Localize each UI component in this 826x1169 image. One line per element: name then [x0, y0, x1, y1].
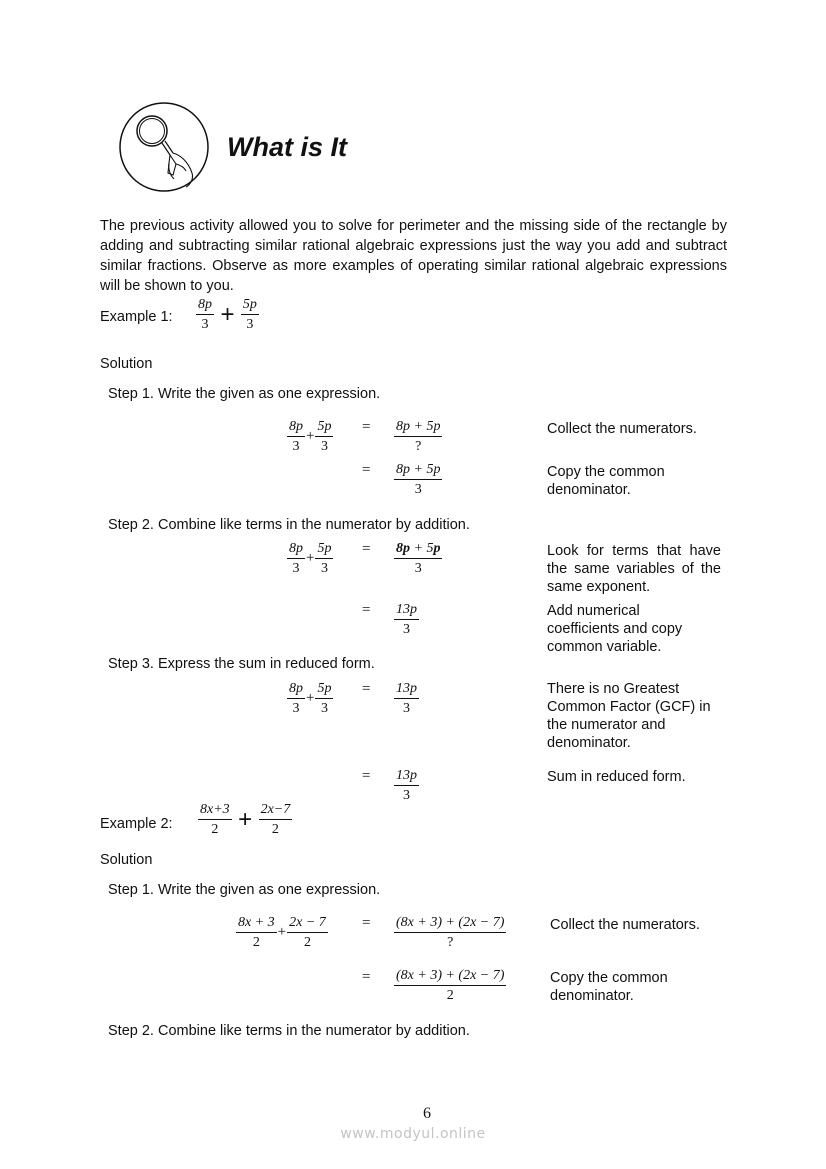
fraction: $\frac{8p}{3}$ [289, 681, 303, 716]
fraction: $\frac{(8x + 3) + (2x - 7)}{?}$ [396, 915, 505, 950]
step-note: Collect the numerators. [550, 917, 700, 933]
magnifying-glass-icon [118, 101, 210, 193]
fraction: $\frac{2x-7}{2}$ [260, 802, 291, 837]
fraction: $\frac{(8x + 3) + (2x - 7)}{2}$ [396, 968, 505, 1003]
example-2-expression [198, 801, 292, 838]
step-1-result [394, 461, 442, 498]
fraction: $\frac{5p}{3}$ [317, 541, 332, 576]
step-note: Sum in reduced form. [547, 769, 686, 785]
fraction: $\frac{5p}{3}$ [317, 419, 332, 454]
intro-paragraph: The previous activity allowed you to solve for perimeter and the missing side of the rectangle by adding and subtracting similar rational algebraic expressions just the way you add and subtract similar fractions. Observe as more examples of operating similar rational algebraic expressions will be shown to you. [100, 218, 727, 294]
fraction: $\frac{8p + 5p}{3}$ [396, 541, 441, 576]
plus-sign: + [238, 805, 253, 833]
solution-label: Solution [100, 356, 153, 372]
step-note: Add numerical coefficients and copy common variable. [547, 603, 683, 655]
fraction: $\frac{13p}{3}$ [396, 768, 417, 803]
step-heading: Step 2. Combine like terms in the numerator by addition. [108, 517, 470, 533]
plus-sign: + [306, 550, 315, 566]
step-2-lhs [287, 540, 333, 577]
solution-label: Solution [100, 852, 153, 868]
fraction: $\frac{8x+3}{2}$ [200, 802, 230, 837]
equals-sign: = [362, 915, 371, 931]
plus-sign: + [306, 428, 315, 444]
page-title: What is It [227, 132, 347, 162]
example-1-expression [196, 296, 259, 333]
fraction: $\frac{2x - 7}{2}$ [289, 915, 326, 950]
step-3-result [394, 767, 419, 804]
equals-sign: = [362, 419, 371, 435]
fraction: $\frac{8p}{3}$ [198, 297, 212, 332]
step-2-result [394, 601, 419, 638]
step-1-lhs [287, 418, 333, 455]
step-note: Copy the common denominator. [550, 970, 668, 1004]
step-2-result [394, 540, 442, 577]
step-3-lhs [287, 680, 333, 717]
fraction: $\frac{8p + 5p}{?}$ [396, 419, 441, 454]
step-1-result [394, 418, 442, 455]
step-3-result [394, 680, 419, 717]
fraction: $\frac{5p}{3}$ [317, 681, 332, 716]
fraction: $\frac{8x + 3}{2}$ [238, 915, 275, 950]
equals-sign: = [362, 541, 371, 557]
step-note: There is no Greatest Common Factor (GCF) in the numerator and denominator. [547, 681, 711, 751]
equals-sign: = [362, 768, 371, 784]
step-1-result [394, 967, 506, 1004]
plus-sign: + [277, 924, 287, 940]
fraction: $\frac{8p}{3}$ [289, 541, 303, 576]
step-heading: Step 1. Write the given as one expression. [108, 882, 381, 898]
fraction: $\frac{5p}{3}$ [242, 297, 257, 332]
example-1-label: Example 1: [100, 309, 173, 325]
plus-sign: + [306, 690, 315, 706]
equals-sign: = [362, 681, 371, 697]
highlighted-term: 8p [396, 541, 410, 556]
fraction: $\frac{13p}{3}$ [396, 602, 417, 637]
fraction: $\frac{8p + 5p}{3}$ [396, 462, 441, 497]
step-note: Collect the numerators. [547, 421, 697, 437]
step-note: Look for terms that have the same variables of the same exponent. [547, 543, 721, 595]
example-2-label: Example 2: [100, 816, 173, 832]
step-heading: Step 3. Express the sum in reduced form. [108, 656, 375, 672]
step-heading: Step 2. Combine like terms in the numerator by addition. [108, 1023, 470, 1039]
fraction: $\frac{8p}{3}$ [289, 419, 303, 454]
page-number: 6 [423, 1105, 431, 1122]
step-1-lhs [236, 914, 328, 951]
highlighted-variable: p [433, 541, 441, 556]
equals-sign: = [362, 969, 371, 985]
watermark: www.modyul.online [340, 1126, 486, 1142]
plus-sign: + [220, 300, 235, 328]
step-1-result [394, 914, 506, 951]
step-heading: Step 1. Write the given as one expression. [108, 386, 381, 402]
equals-sign: = [362, 602, 371, 618]
equals-sign: = [362, 462, 371, 478]
step-note: Copy the common denominator. [547, 464, 665, 498]
fraction: $\frac{13p}{3}$ [396, 681, 417, 716]
